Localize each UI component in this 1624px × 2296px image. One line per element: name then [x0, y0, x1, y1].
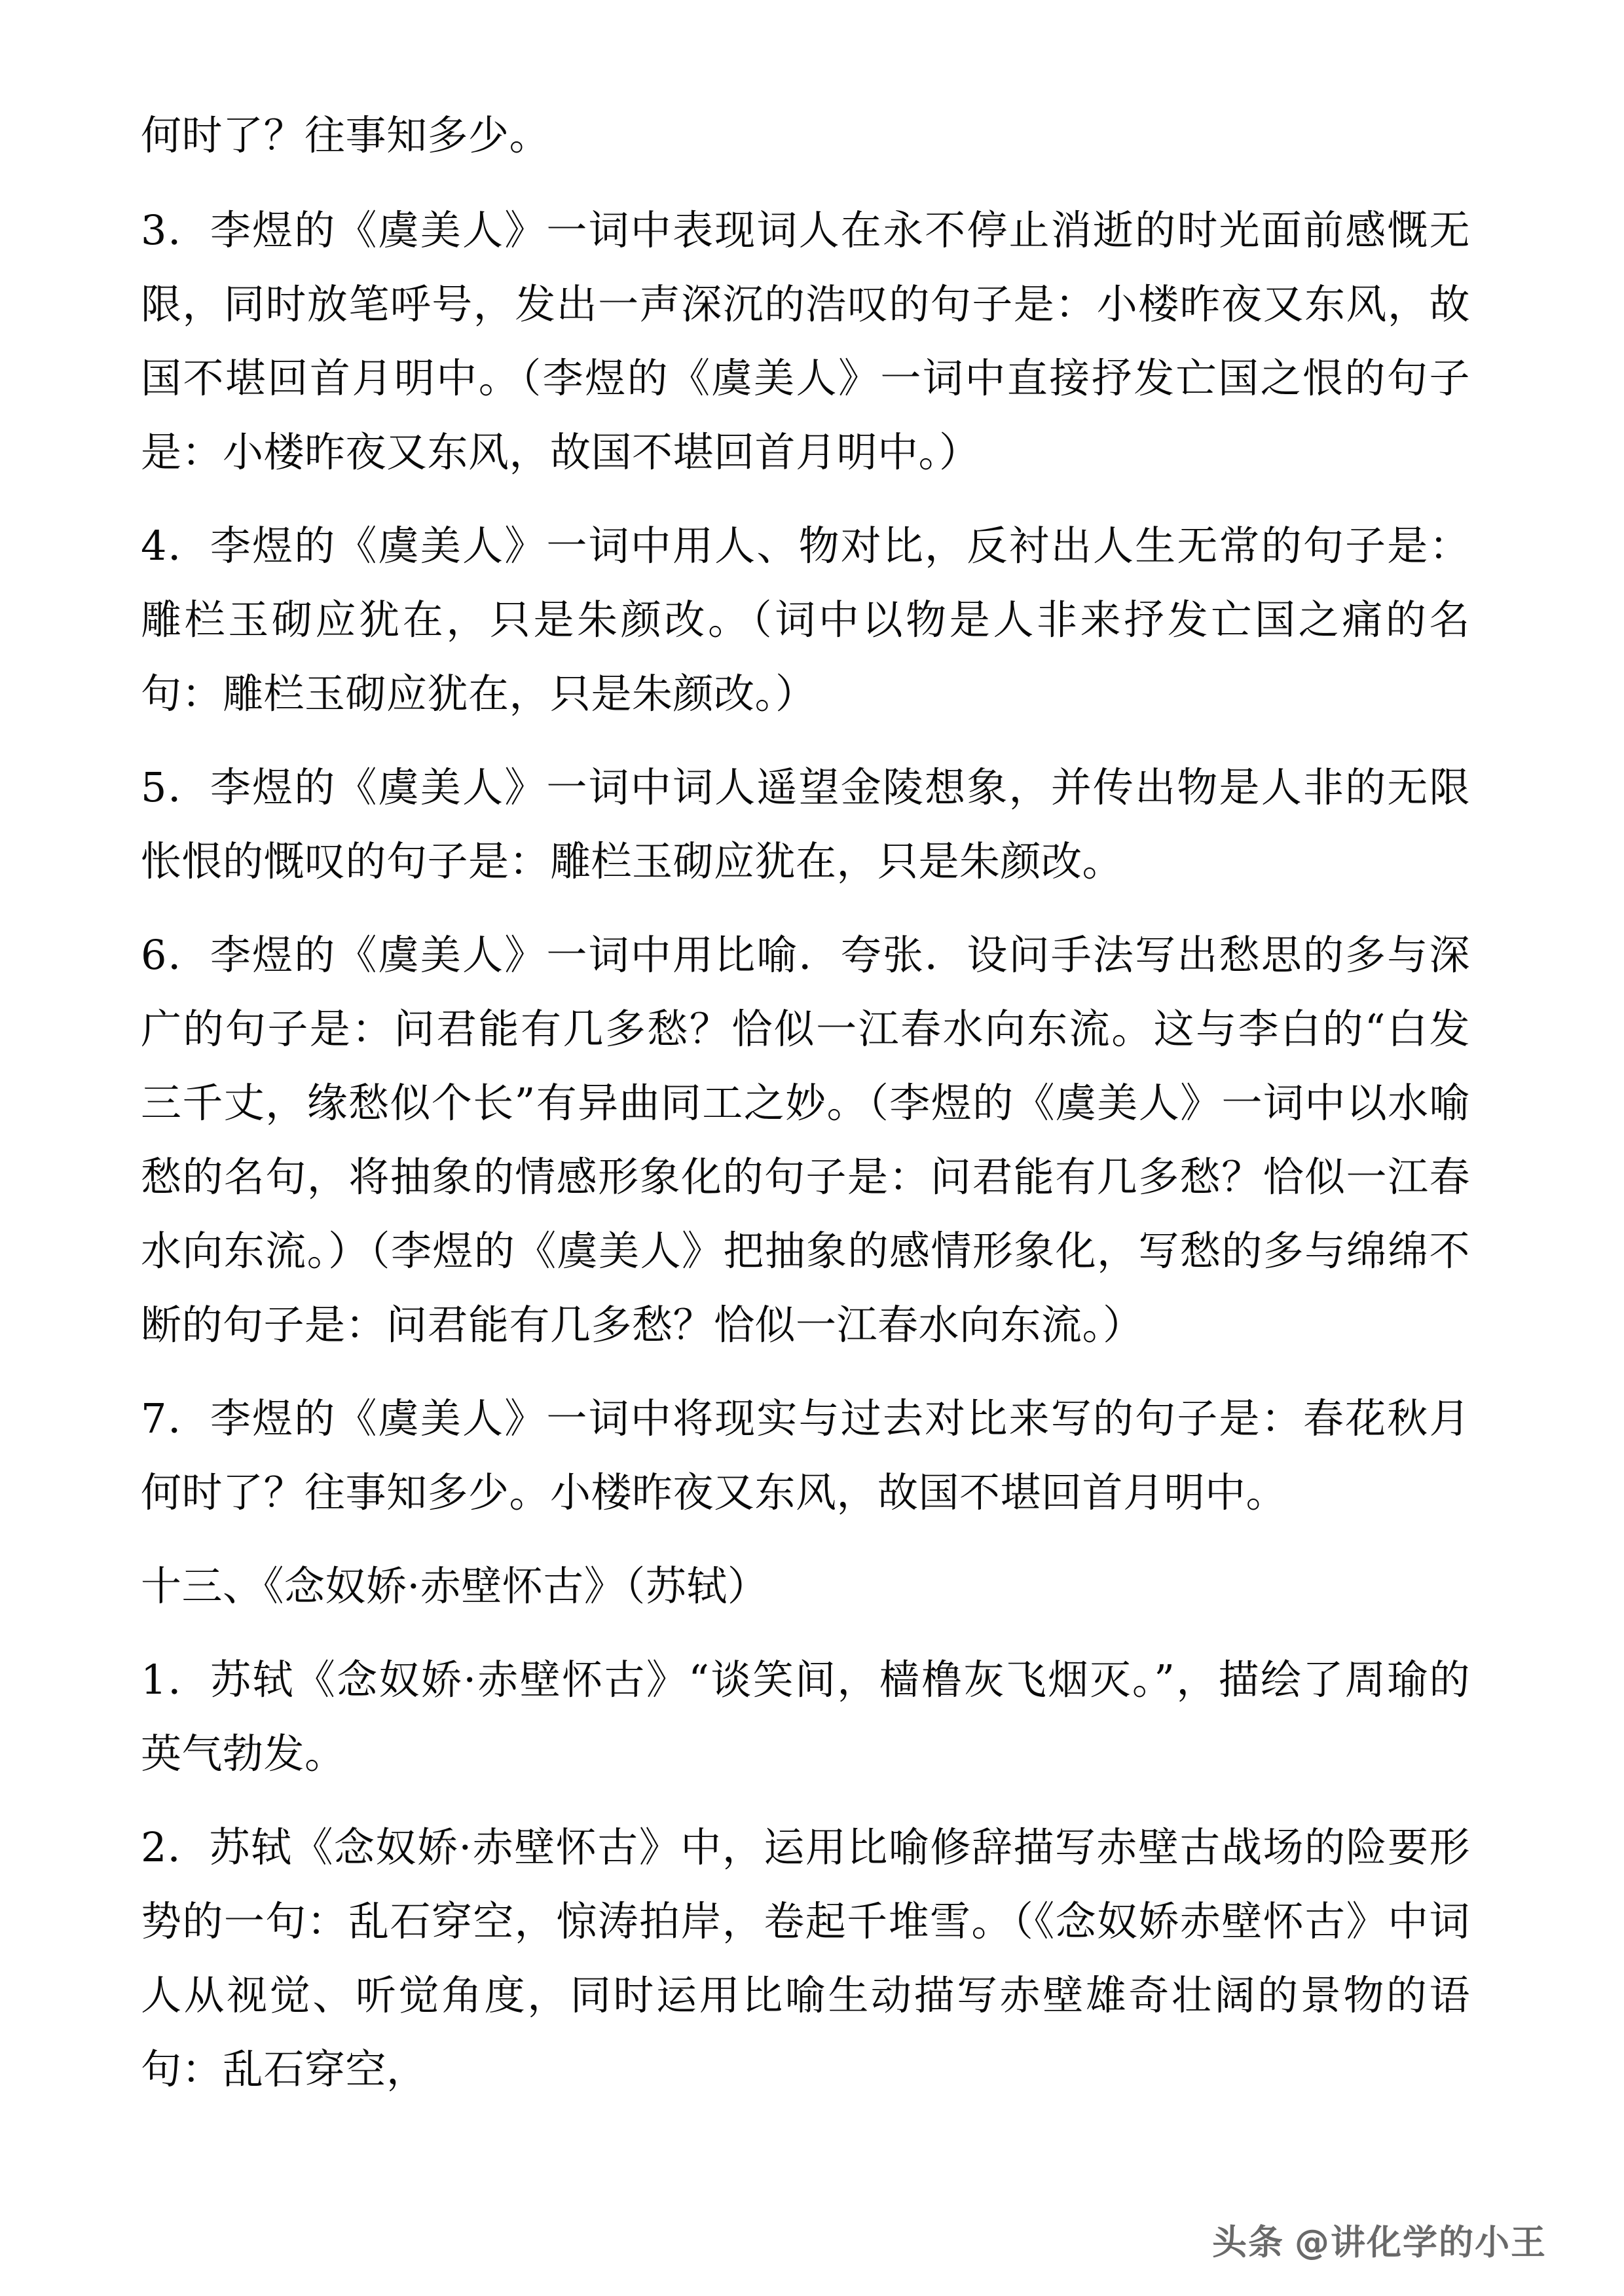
- watermark-brand: 头条: [1212, 2223, 1284, 2263]
- section-heading-thirteen: 十三、《念奴娇·赤壁怀古》（苏轼）: [141, 1562, 769, 1610]
- paragraph-item-4: 4．李煜的《虞美人》一词中用人、物对比，反衬出人生无常的句子是：雕栏玉砌应犹在，只是朱颜改。（词中以物是人非来抒发亡国之痛的名句：雕栏玉砌应犹在，只是朱颜改。）: [141, 522, 1470, 718]
- paragraph-item-3: 3．李煜的《虞美人》一词中表现词人在永不停止消逝的时光面前感慨无限，同时放笔呼号，发出一声深沉的浩叹的句子是：小楼昨夜又东风，故国不堪回首月明中。（李煜的《虞美人》一词中直接抒发亡国之恨的句子是：小楼昨夜又东风，故国不堪回首月明中。）: [141, 206, 1470, 476]
- paragraph-section13-item-2: 2．苏轼《念奴娇·赤壁怀古》中，运用比喻修辞描写赤壁古战场的险要形势的一句：乱石穿空，惊涛拍岸，卷起千堆雪。（《念奴娇赤壁怀古》中词人从视觉、听觉角度，同时运用比喻生动描写赤壁雄奇壮阔的景物的语句：乱石穿空，: [141, 1823, 1470, 2093]
- paragraph-item-7: 7．李煜的《虞美人》一词中将现实与过去对比来写的句子是：春花秋月何时了？往事知多少。小楼昨夜又东风，故国不堪回首月明中。: [141, 1394, 1470, 1516]
- paragraph-section13-item-1: 1．苏轼《念奴娇·赤壁怀古》“谈笑间，樯橹灰飞烟灭。”，描绘了周瑜的英气勃发。: [141, 1656, 1470, 1777]
- paragraph-item-5: 5．李煜的《虞美人》一词中词人遥望金陵想象，并传出物是人非的无限怅恨的慨叹的句子是：雕栏玉砌应犹在，只是朱颜改。: [141, 763, 1470, 885]
- paragraph-continuation: 何时了？往事知多少。: [141, 111, 551, 159]
- document-text-body: [141, 98, 1470, 2106]
- paragraph-item-6: 6．李煜的《虞美人》一词中用比喻．夸张．设问手法写出愁思的多与深广的句子是：问君能有几多愁？恰似一江春水向东流。这与李白的“白发三千丈，缘愁似个长”有异曲同工之妙。（李煜的《虞美人》一词中以水喻愁的名句，将抽象的情感形象化的句子是：问君能有几多愁？恰似一江春水向东流。）（李煜的《虞美人》把抽象的感情形象化，写愁的多与绵绵不断的句子是：问君能有几多愁？恰似一江春水向东流。）: [141, 931, 1470, 1349]
- watermark: [1212, 2215, 1547, 2265]
- watermark-handle: @讲化学的小王: [1295, 2223, 1547, 2263]
